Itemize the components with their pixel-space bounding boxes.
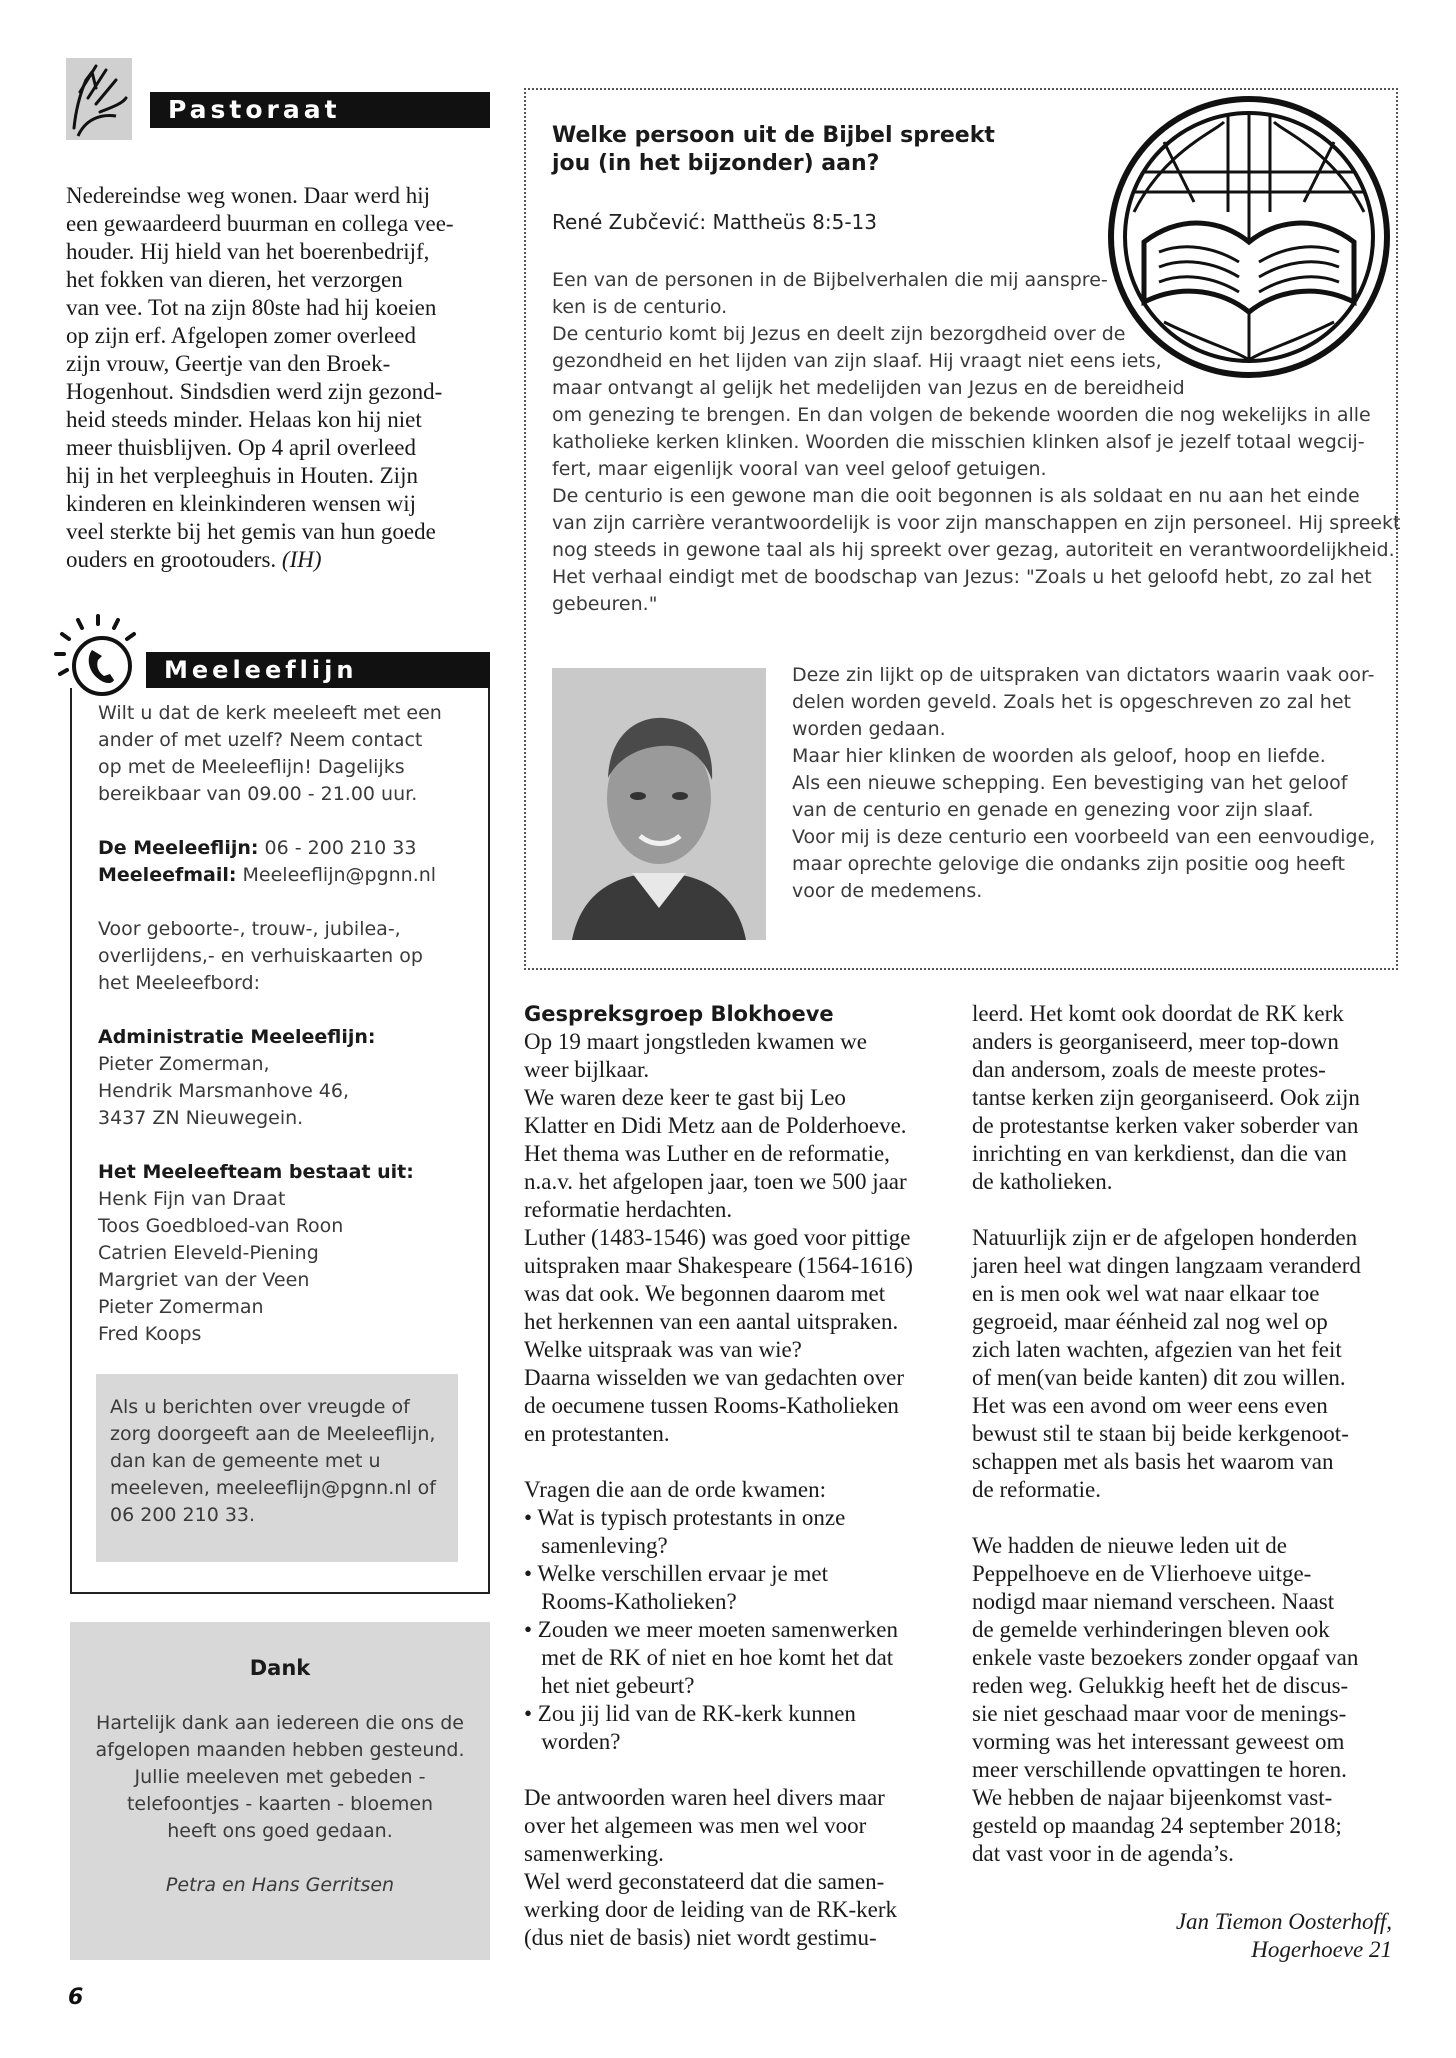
text-line: tantse kerken zijn georganiseerd. Ook zijn [972, 1085, 1360, 1110]
text-line: Jullie meeleven met gebeden - [134, 1766, 426, 1788]
mail-address: Meeleeflijn@pgnn.nl [236, 864, 437, 886]
text-line: katholieke kerken klinken. Woorden die misschien klinken alsof je jezelf totaal wegcij- [552, 431, 1365, 453]
text-line: • Zouden we meer moeten samenwerken [524, 1617, 898, 1642]
text-line: Het verhaal eindigt met de boodschap van Jezus: "Zoals u het geloofd hebt, zo zal het [552, 566, 1372, 588]
text-line: (dus niet de basis) niet wordt gestimu- [524, 1925, 877, 1950]
meeleeflijn-note [96, 1374, 458, 1562]
text-line: zijn vrouw, Geertje van den Broek- [66, 351, 391, 376]
text-line: kinderen en kleinkinderen wensen wij [66, 491, 416, 516]
text-line: We waren deze keer te gast bij Leo [524, 1085, 846, 1110]
text-line: Als u berichten over vreugde of [110, 1396, 410, 1418]
text-line: Een van de personen in de Bijbelverhalen die mij aanspre- [552, 269, 1108, 291]
text-line: heid steeds minder. Helaas kon hij niet [66, 407, 422, 432]
text-line: maar ontvangt al gelijk het medelijden van Jezus en de bereidheid [552, 377, 1185, 399]
bijbel-title [552, 122, 1112, 178]
page-number: 6 [68, 1985, 84, 2010]
text-line: Als een nieuwe schepping. Een bevestiging van het geloof [792, 772, 1348, 794]
team-member: Margriet van der Veen [98, 1269, 310, 1291]
bijbel-side-text [792, 662, 1392, 905]
gespreksgroep-signature [972, 1908, 1392, 1964]
text-line: gesteld op maandag 24 september 2018; [972, 1813, 1342, 1838]
text-line: de protestantse kerken vaker soberder van [972, 1113, 1359, 1138]
text-line: • Wat is typisch protestants in onze [524, 1505, 846, 1530]
text-line: de oecumene tussen Rooms-Katholieken [524, 1393, 899, 1418]
text-line: gebeuren." [552, 593, 658, 615]
text-line: vorming was het interessant geweest om [972, 1729, 1345, 1754]
gespreksgroep-col1 [524, 1028, 944, 1952]
text-line: op met de Meeleeflijn! Dagelijks [98, 756, 405, 778]
text-line: gezondheid en het lijden van zijn slaaf. Hij vraagt niet eens iets, [552, 350, 1162, 372]
text-line: met de RK of niet en hoe komt het dat [524, 1645, 894, 1670]
phone-label: De Meeleeflijn: [98, 837, 259, 859]
title-line: Welke persoon uit de Bijbel spreekt [552, 123, 995, 148]
text-line: Voor geboorte-, trouw-, jubilea-, [98, 918, 401, 940]
text-line: Het thema was Luther en de reformatie, [524, 1141, 890, 1166]
text-line: We hadden de nieuwe leden uit de [972, 1533, 1287, 1558]
text-line: De centurio is een gewone man die ooit begonnen is als soldaat en nu aan het einde [552, 485, 1360, 507]
text-line: samenleving? [524, 1533, 668, 1558]
text-line: en protestanten. [524, 1421, 670, 1446]
text-line: 06 200 210 33. [110, 1504, 256, 1526]
text-line: de gemelde verhinderingen bleven ook [972, 1617, 1330, 1642]
text-line: meer thuisblijven. Op 4 april overleed [66, 435, 417, 460]
text-line: sie niet geschaad maar voor de menings- [972, 1701, 1347, 1726]
text-line: Rooms-Katholieken? [524, 1589, 737, 1614]
text-line: n.a.v. het afgelopen jaar, toen we 500 jaar [524, 1169, 907, 1194]
text-line: maar oprechte gelovige die ondanks zijn positie oog heeft [792, 853, 1345, 875]
text-line: Vragen die aan de orde kwamen: [524, 1477, 826, 1502]
text-line: De antwoorden waren heel divers maar [524, 1785, 885, 1810]
text-line: ken is de centurio. [552, 296, 728, 318]
text-line: nog steeds in gewone taal als hij spreekt over gezag, autoriteit en verantwoordelijkheid. [552, 539, 1395, 561]
gespreksgroep-title: Gespreksgroep Blokhoeve [524, 1002, 834, 1026]
text-line: veel sterkte bij het gemis van hun goede [66, 519, 436, 544]
text-line: dat vast voor in de agenda’s. [972, 1841, 1234, 1866]
gespreksgroep-col2 [972, 1000, 1392, 1868]
meeleeflijn-title: Meeleeflijn [146, 652, 490, 688]
text-line [972, 1504, 1392, 1532]
text-line: Wel werd geconstateerd dat die samen- [524, 1869, 885, 1894]
pastoraat-text [66, 182, 490, 574]
text-line: • Zou jij lid van de RK-kerk kunnen [524, 1701, 856, 1726]
text-line: gegroeid, maar éénheid zal nog wel op [972, 1309, 1328, 1334]
text-line: was dat ook. We begonnen daarom met [524, 1281, 886, 1306]
team-title: Het Meeleefteam bestaat uit: [98, 1161, 414, 1183]
pastoraat-title: Pastoraat [150, 92, 490, 128]
text-line [524, 1448, 944, 1476]
text-line: enkele vaste bezoekers zonder opgaaf van [972, 1645, 1359, 1670]
text-line: houder. Hij hield van het boerenbedrijf, [66, 239, 430, 264]
text-line: Het was een avond om weer eens even [972, 1393, 1328, 1418]
text-line: reformatie herdachten. [524, 1197, 733, 1222]
text-line: het niet gebeurt? [524, 1673, 695, 1698]
text-line: voor de medemens. [792, 880, 983, 902]
text-line: Pieter Zomerman, [98, 1053, 270, 1075]
text-line: werking door de leiding van de RK-kerk [524, 1897, 898, 1922]
text-line: Deze zin lijkt op de uitspraken van dictators waarin vaak oor- [792, 664, 1375, 686]
team-member: Catrien Eleveld-Piening [98, 1242, 319, 1264]
text-line: meeleven, meeleeflijn@pgnn.nl of [110, 1477, 436, 1499]
dank-text [70, 1710, 490, 1899]
text-line: een gewaardeerd buurman en collega vee- [66, 211, 454, 236]
text-line: Natuurlijk zijn er de afgelopen honderden [972, 1225, 1358, 1250]
text-line: dan andersom, zoals de meeste protes- [972, 1057, 1326, 1082]
meeleeflijn-content [98, 700, 478, 1348]
text-line: van zijn carrière verantwoordelijk is voor zijn manschappen en zijn personeel. Hij spreekt [552, 512, 1401, 534]
text-line: ander of met uzelf? Neem contact [98, 729, 423, 751]
text-line: • Welke verschillen ervaar je met [524, 1561, 828, 1586]
signature-line: Hogerhoeve 21 [1251, 1937, 1392, 1962]
dank-signature: Petra en Hans Gerritsen [165, 1874, 395, 1896]
text-line: bewust stil te staan bij beide kerkgenoot- [972, 1421, 1349, 1446]
text-line: schappen met als basis het waarom van [972, 1449, 1334, 1474]
text-line: om genezing te brengen. En dan volgen de bekende woorden die nog wekelijks in alle [552, 404, 1371, 426]
text-line: Daarna wisselden we van gedachten over [524, 1365, 904, 1390]
text-line: De centurio komt bij Jezus en deelt zijn bezorgdheid over de [552, 323, 1126, 345]
text-line: weer bijlkaar. [524, 1057, 650, 1082]
text-line: de reformatie. [972, 1477, 1101, 1502]
text-line: Wilt u dat de kerk meeleeft met een [98, 702, 442, 724]
phone-number: 06 - 200 210 33 [258, 837, 417, 859]
text-line: Welke uitspraak was van wie? [524, 1337, 802, 1362]
text-line: van vee. Tot na zijn 80ste had hij koeien [66, 295, 437, 320]
text-line [524, 1756, 944, 1784]
text-line: anders is georganiseerd, meer top-down [972, 1029, 1339, 1054]
team-member: Fred Koops [98, 1323, 202, 1345]
text-line: dan kan de gemeente met u [110, 1450, 381, 1472]
text-line: het fokken van dieren, het verzorgen [66, 267, 403, 292]
text-line: Luther (1483-1546) was goed voor pittige [524, 1225, 911, 1250]
text-line: en is men ook wel wat naar elkaar toe [972, 1281, 1320, 1306]
text-line: 3437 ZN Nieuwegein. [98, 1107, 304, 1129]
text-line: overlijdens,- en verhuiskaarten op [98, 945, 423, 967]
hands-icon [66, 58, 132, 140]
pastoraat-section [66, 58, 490, 578]
text-line: zich laten wachten, afgezien van het feit [972, 1337, 1342, 1362]
text-line: de katholieken. [972, 1169, 1113, 1194]
text-line: Nedereindse weg wonen. Daar werd hij [66, 183, 431, 208]
text-line: samenwerking. [524, 1841, 664, 1866]
text-line: uitspraken maar Shakespeare (1564-1616) [524, 1253, 913, 1278]
text-line: inrichting en van kerkdienst, dan die van [972, 1141, 1347, 1166]
text-line: Op 19 maart jongstleden kwamen we [524, 1029, 867, 1054]
text-line: Maar hier klinken de woorden als geloof, hoop en liefde. [792, 745, 1326, 767]
text-line: We hebben de najaar bijeenkomst vast- [972, 1785, 1333, 1810]
text-line: Peppelhoeve en de Vlierhoeve uitge- [972, 1561, 1312, 1586]
author-photo [552, 668, 766, 940]
admin-title: Administratie Meeleeflijn: [98, 1026, 376, 1048]
text-line: jaren heel wat dingen langzaam veranderd [972, 1253, 1361, 1278]
signature-line: Jan Tiemon Oosterhoff, [1175, 1909, 1392, 1934]
team-member: Pieter Zomerman [98, 1296, 264, 1318]
text-line: worden gedaan. [792, 718, 946, 740]
dank-title: Dank [249, 1656, 311, 1680]
text-line: van de centurio en genade en genezing voor zijn slaaf. [792, 799, 1314, 821]
text-line: telefoontjes - kaarten - bloemen [126, 1793, 434, 1815]
text-line [972, 1196, 1392, 1224]
team-member: Henk Fijn van Draat [98, 1188, 286, 1210]
team-member: Toos Goedbloed-van Roon [98, 1215, 344, 1237]
text-line: het herkennen van een aantal uitspraken. [524, 1309, 899, 1334]
text-line: reden weg. Gelukkig heeft het de discus- [972, 1673, 1349, 1698]
text-line: delen worden geveld. Zoals het is opgeschreven zo zal het [792, 691, 1351, 713]
text-line: Voor mij is deze centurio een voorbeeld van een eenvoudige, [792, 826, 1376, 848]
bijbel-author: René Zubčević: Mattheüs 8:5-13 [552, 210, 877, 234]
text-line: nodigd maar niemand verscheen. Naast [972, 1589, 1335, 1614]
bijbel-body [552, 267, 1401, 618]
title-line: jou (in het bijzonder) aan? [552, 151, 880, 176]
text-line: afgelopen maanden hebben gesteund. [95, 1739, 465, 1761]
text-line: op zijn erf. Afgelopen zomer overleed [66, 323, 416, 348]
text-line: fert, maar eigenlijk vooral van veel geloof getuigen. [552, 458, 1047, 480]
text-line: ouders en grootouders. [66, 547, 282, 572]
text-line: zorg doorgeeft aan de Meeleeflijn, [110, 1423, 436, 1445]
text-line: over het algemeen was men wel voor [524, 1813, 867, 1838]
text-line: hij in het verpleeghuis in Houten. Zijn [66, 463, 418, 488]
text-line: het Meeleefbord: [98, 972, 260, 994]
text-line: of men(van beide kanten) dit zou willen. [972, 1365, 1346, 1390]
text-line: worden? [524, 1729, 621, 1754]
text-line: heeft ons goed gedaan. [167, 1820, 393, 1842]
text-line: Hartelijk dank aan iedereen die ons de [96, 1712, 464, 1734]
mail-label: Meeleefmail: [98, 864, 237, 886]
text-line: meer verschillende opvattingen te horen. [972, 1757, 1347, 1782]
text-line: bereikbaar van 09.00 - 21.00 uur. [98, 783, 418, 805]
pastoraat-signature: (IH) [281, 547, 322, 572]
text-line: leerd. Het komt ook doordat de RK kerk [972, 1001, 1344, 1026]
text-line: Hogenhout. Sindsdien werd zijn gezond- [66, 379, 443, 404]
text-line: Hendrik Marsmanhove 46, [98, 1080, 350, 1102]
dank-box [70, 1622, 490, 1960]
text-line: Klatter en Didi Metz aan de Polderhoeve. [524, 1113, 907, 1138]
